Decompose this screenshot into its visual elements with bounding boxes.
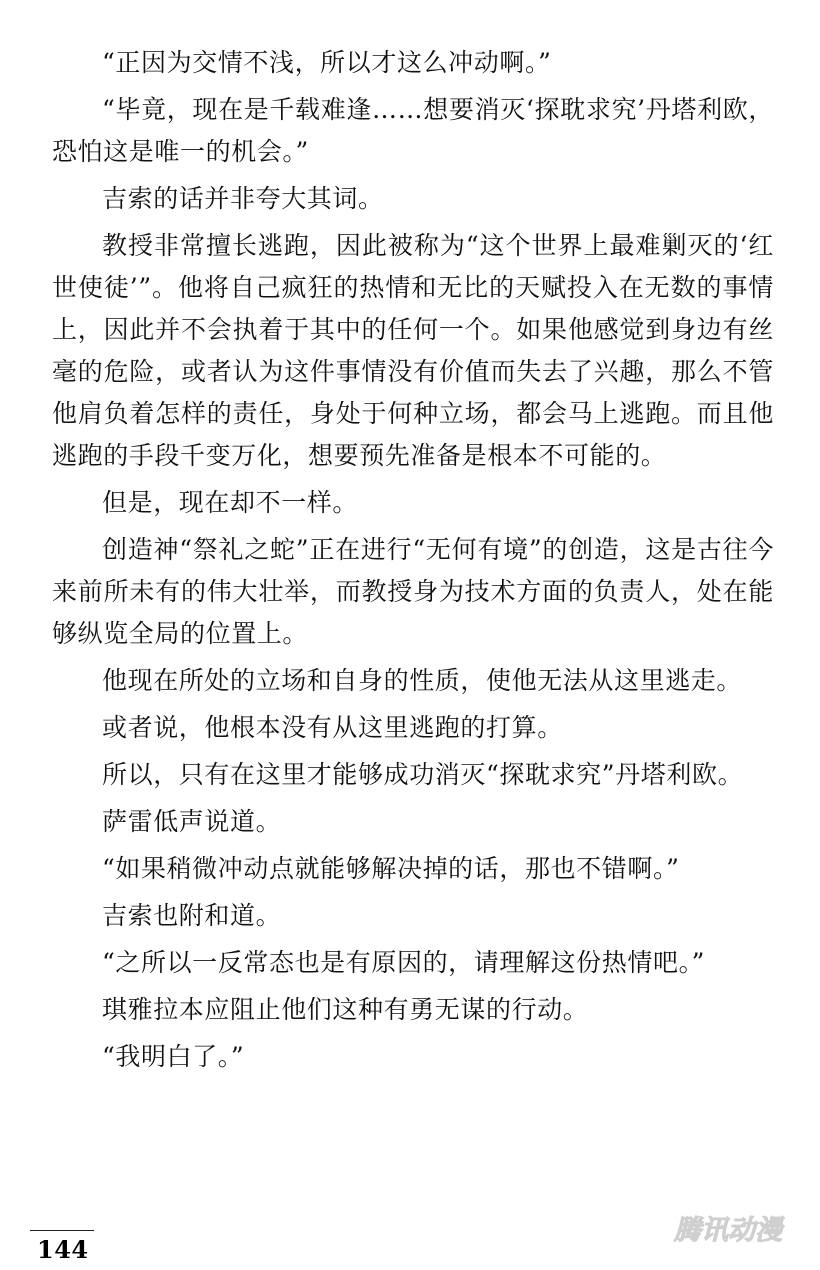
paragraph: “毕竟，现在是千载难逢……想要消灭‘探耽求究’丹塔利欧，恐怕这是唯一的机会。” [52, 95, 774, 166]
watermark-logo [662, 1211, 794, 1247]
paragraph: 吉索也附和道。 [102, 901, 282, 930]
paragraph: “我明白了。” [102, 1042, 245, 1071]
paragraph: 或者说，他根本没有从这里逃跑的打算。 [102, 713, 563, 742]
paragraph: 吉索的话并非夸大其词。 [102, 184, 384, 213]
paragraph: 萨雷低声说道。 [102, 807, 282, 836]
paragraph: “如果稍微冲动点就能够解决掉的话，那也不错啊。” [102, 854, 680, 883]
body-text [52, 42, 774, 1083]
footer-divider [30, 1230, 94, 1231]
paragraph: 教授非常擅长逃跑，因此被称为“这个世界上最难剿灭的‘红世使徒’”。他将自己疯狂的热情和无比的天赋投入在无数的事情上，因此并不会执着于其中的任何一个。如果他感觉到身边有丝毫的危险，或者认为这件事情没有价值而失去了兴趣，那么不管他肩负着怎样的责任，身处于何种立场，都会马上逃跑。而且他逃跑的手段千变万化，想要预先准备是根本不可能的。 [52, 231, 774, 470]
paragraph: “正因为交情不浅，所以才这么冲动啊。” [102, 48, 552, 77]
paragraph: 创造神“祭礼之蛇”正在进行“无何有境”的创造，这是古往今来前所未有的伟大壮举，而教授身为技术方面的负责人，处在能够纵览全局的位置上。 [52, 535, 774, 648]
paragraph: 他现在所处的立场和自身的性质，使他无法从这里逃走。 [102, 666, 743, 695]
paragraph: 所以，只有在这里才能够成功消灭“探耽求究”丹塔利欧。 [102, 760, 744, 789]
paragraph: “之所以一反常态也是有原因的，请理解这份热情吧。” [102, 948, 706, 977]
paragraph: 但是，现在却不一样。 [102, 488, 359, 517]
paragraph: 琪雅拉本应阻止他们这种有勇无谋的行动。 [102, 995, 589, 1024]
page-number: 144 [37, 1235, 89, 1264]
watermark-text: 腾讯动漫 [674, 1215, 782, 1246]
